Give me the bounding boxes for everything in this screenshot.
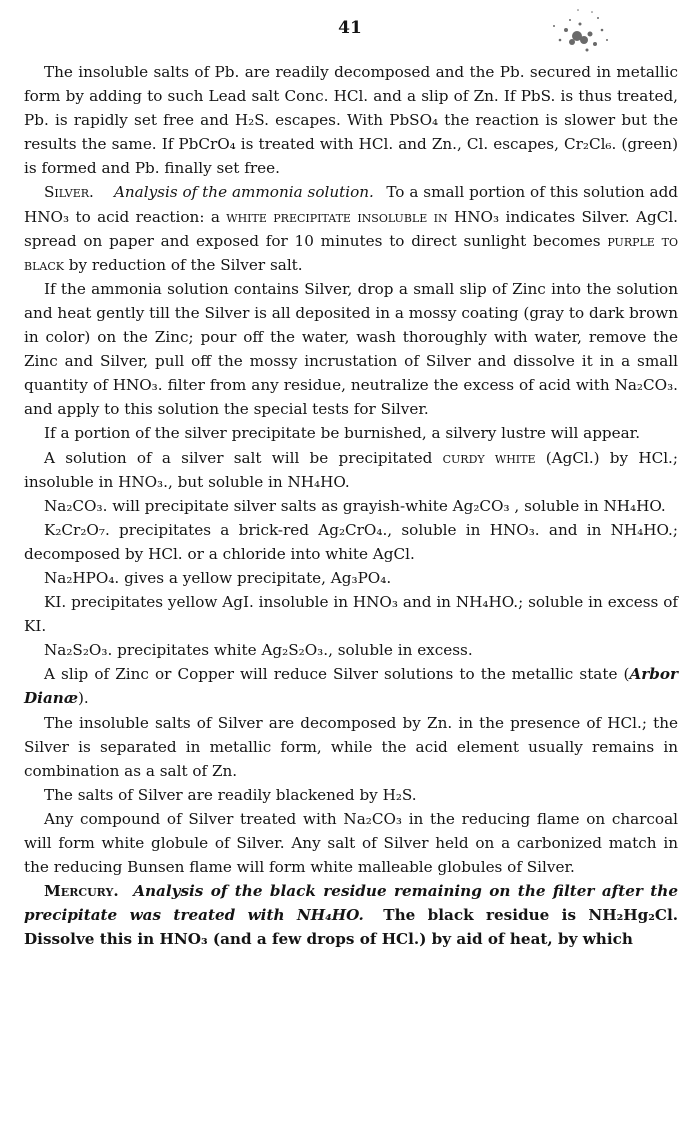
page-number: 41 — [338, 18, 362, 38]
silver-emphasis-a: white precipitate insoluble in — [226, 207, 448, 226]
ink-blot-stain — [532, 0, 616, 56]
silver-text-c: by reduction of the Silver salt. — [68, 255, 303, 274]
paragraph-burnish: If a portion of the silver precipitate be burnished, a silvery lustre will appear. — [44, 424, 641, 443]
paragraph-silver-analysis — [24, 180, 678, 276]
paragraph-blackened: The salts of Silver are readily blackened by H₂S. — [44, 785, 417, 804]
arbor-text-b: ). — [77, 689, 89, 708]
paragraph-arbor-dianae — [24, 662, 678, 710]
arbor-italic: Arbor Dianæ — [24, 665, 678, 708]
silver-text-a: To a small portion of this solution add HNO₃ to acid reaction: a — [24, 183, 679, 226]
paragraph-sodium-carbonate: Na₂CO₃. will precipitate silver salts as grayish-white Ag₂CO₃ , soluble in NH₄HO. — [44, 496, 666, 515]
paragraph-lead-reduction: The insoluble salts of Pb. are readily decomposed and the Pb. secured in metallic form by adding to such Lead salt Conc. HCl. and a slip of Zn. If PbS. is thus treated, Pb. is rapidly set free and H₂S. escapes. With PbSO₄ the reaction is slower but the results the same. If PbCrO₄ is treated with HCl. and Zn., Cl. escapes, Cr₂Cl₆. (green) is formed and Pb. finally set free. — [24, 63, 678, 178]
silver-subheading: Analysis of the ammonia solution. — [113, 183, 374, 202]
paragraph-hcl-test — [24, 446, 678, 494]
paragraph-insoluble-silver: The insoluble salts of Silver are decomposed by Zn. in the presence of HCl.; the Silver is separated in metallic form, while the acid element usually remains in combination as a salt of Zn. — [24, 713, 678, 780]
silver-text-b: HNO₃ indicates Silver. AgCl. spread on paper and exposed for 10 minutes to direct sunlight becomes — [24, 207, 678, 250]
mercury-heading: Mercury. — [44, 882, 119, 901]
paragraph-mercury — [24, 879, 678, 951]
hcl-text-a: A solution of a silver salt will be precipitated — [44, 448, 433, 467]
paragraph-phosphate: Na₂HPO₄. gives a yellow precipitate, Ag₃PO₄. — [44, 568, 392, 587]
hcl-emphasis: curdy white — [442, 448, 536, 467]
paragraph-dichromate: K₂Cr₂O₇. precipitates a brick-red Ag₂CrO₄., soluble in HNO₃. and in NH₄HO.; decomposed by HCl. or a chloride into white AgCl. — [24, 520, 678, 563]
mercury-text: The black residue is NH₂Hg₂Cl. Dissolve this in HNO₃ (and a few drops of HCl.) by aid of heat, by which — [24, 906, 679, 949]
paragraph-thiosulfate: Na₂S₂O₃. precipitates white Ag₂S₂O₃., soluble in excess. — [44, 641, 473, 660]
mercury-subheading: Analysis of the black residue remaining on the filter after the precipitate was treated with NH₄HO. — [24, 882, 678, 925]
paragraph-iodide: KI. precipitates yellow AgI. insoluble in HNO₃ and in NH₄HO.; soluble in excess of KI. — [24, 593, 678, 636]
silver-heading: Silver. — [44, 183, 94, 202]
paragraph-charcoal-test: Any compound of Silver treated with Na₂CO₃ in the reducing flame on charcoal will form white globule of Silver. Any salt of Silver held on a carbonized match in the reducing Bunsen flame will form white malleable globules of Silver. — [24, 809, 678, 877]
silver-emphasis-b: purple to black — [24, 231, 679, 274]
arbor-text-a: A slip of Zinc or Copper will reduce Silver solutions to the metallic state ( — [44, 665, 630, 684]
paragraph-zinc-deposit: If the ammonia solution contains Silver, drop a small slip of Zinc into the solution and heat gently till the Silver is all deposited in a mossy coating (gray to dark brown in color) on the Zinc; pour off the water, wash thoroughly with water, remove the Zinc and Silver, pull off the mossy incrustation of Silver and dissolve it in a small quantity of HNO₃. filter from any residue, neutralize the excess of acid with Na₂CO₃. and apply to this solution the special tests for Silver. — [24, 279, 678, 419]
hcl-text-b: (AgCl.) by HCl.; insoluble in HNO₃., but soluble in NH₄HO. — [24, 448, 679, 491]
page-text — [24, 60, 678, 951]
